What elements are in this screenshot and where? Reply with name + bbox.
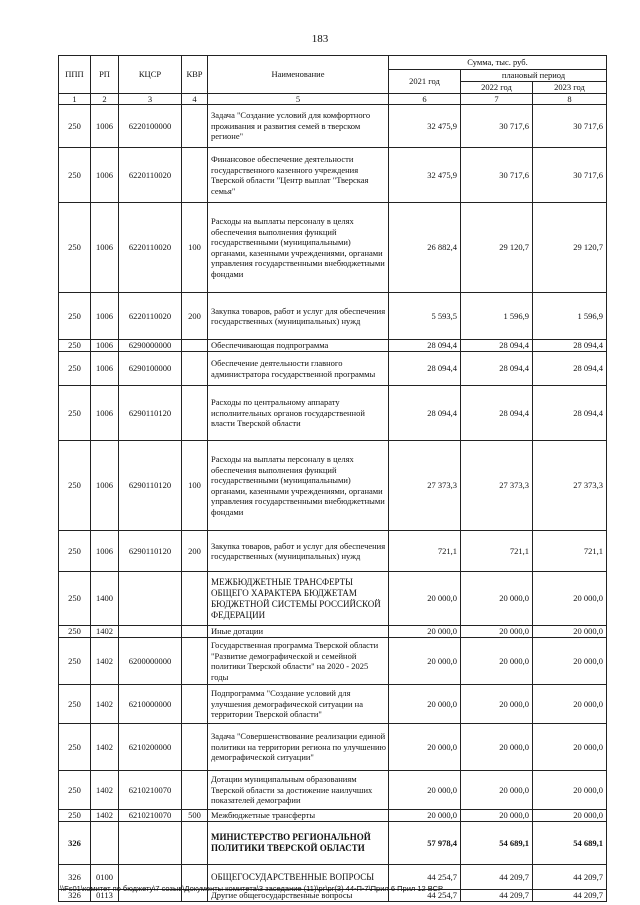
value-2022-cell: 27 373,3 — [461, 441, 533, 531]
value-2022-cell: 30 717,6 — [461, 105, 533, 148]
value-2023-cell: 30 717,6 — [533, 105, 607, 148]
table-row — [59, 531, 607, 572]
value-2022-cell: 1 596,9 — [461, 293, 533, 340]
ppp-cell: 250 — [59, 685, 91, 724]
column-index-cell: 8 — [533, 93, 607, 105]
kcsr-cell: 6210000000 — [119, 685, 182, 724]
table-row — [59, 105, 607, 148]
table-row — [59, 638, 607, 685]
name-cell: Межбюджетные трансферты — [208, 810, 389, 822]
column-index-cell: 1 — [59, 93, 91, 105]
value-2021-cell: 20 000,0 — [389, 626, 461, 638]
rp-cell — [91, 822, 119, 865]
file-path-footer: \\Fs01\комитет по бюджету\7 созыв\Документы комитета\3 заседание (11)\рг\рг(3) 44-П-7\Прил 6 Прил 12 ВСР — [60, 884, 443, 893]
value-2022-cell: 721,1 — [461, 531, 533, 572]
kcsr-cell: 6210200000 — [119, 724, 182, 771]
value-2023-cell: 20 000,0 — [533, 771, 607, 810]
kcsr-cell: 6290110120 — [119, 441, 182, 531]
value-2023-cell: 30 717,6 — [533, 148, 607, 203]
table-row — [59, 771, 607, 810]
kcsr-cell: 6290110120 — [119, 531, 182, 572]
year-2023-header: 2023 год — [533, 82, 607, 94]
kvr-cell — [182, 340, 208, 352]
value-2021-cell: 20 000,0 — [389, 572, 461, 626]
ppp-cell: 250 — [59, 810, 91, 822]
table-row — [59, 626, 607, 638]
name-cell: Дотации муниципальным образованиям Тверской области за достижение наилучших показателей демографии — [208, 771, 389, 810]
rp-cell: 1402 — [91, 685, 119, 724]
table-row — [59, 148, 607, 203]
rp-cell: 1006 — [91, 340, 119, 352]
value-2022-cell: 44 209,7 — [461, 865, 533, 890]
value-2021-cell: 20 000,0 — [389, 771, 461, 810]
value-2021-cell: 28 094,4 — [389, 386, 461, 441]
ppp-cell: 250 — [59, 105, 91, 148]
kvr-cell — [182, 626, 208, 638]
value-2021-cell: 20 000,0 — [389, 810, 461, 822]
value-2021-cell: 5 593,5 — [389, 293, 461, 340]
name-cell: Задача "Совершенствование реализации единой политики на территории региона по улучшению демографической ситуации" — [208, 724, 389, 771]
column-index-cell: 5 — [208, 93, 389, 105]
value-2021-cell: 32 475,9 — [389, 105, 461, 148]
value-2021-cell: 721,1 — [389, 531, 461, 572]
value-2021-cell: 44 254,7 — [389, 890, 461, 902]
column-index-cell: 4 — [182, 93, 208, 105]
table-row — [59, 572, 607, 626]
value-2022-cell: 29 120,7 — [461, 203, 533, 293]
value-2021-cell: 20 000,0 — [389, 638, 461, 685]
ppp-cell: 250 — [59, 148, 91, 203]
col-rp-header: РП — [91, 56, 119, 94]
ppp-cell: 250 — [59, 531, 91, 572]
ppp-cell: 250 — [59, 203, 91, 293]
ppp-cell: 250 — [59, 386, 91, 441]
ppp-cell: 326 — [59, 890, 91, 902]
value-2023-cell: 20 000,0 — [533, 638, 607, 685]
value-2022-cell: 20 000,0 — [461, 771, 533, 810]
ppp-cell: 250 — [59, 572, 91, 626]
ppp-cell: 326 — [59, 822, 91, 865]
col-ppp-header: ППП — [59, 56, 91, 94]
kcsr-cell — [119, 822, 182, 865]
budget-table — [58, 55, 607, 902]
value-2021-cell: 27 373,3 — [389, 441, 461, 531]
name-cell: Обеспечение деятельности главного администратора государственной программы — [208, 352, 389, 386]
kvr-cell: 200 — [182, 531, 208, 572]
table-row — [59, 340, 607, 352]
value-2023-cell: 721,1 — [533, 531, 607, 572]
rp-cell: 1402 — [91, 810, 119, 822]
kcsr-cell: 6290100000 — [119, 352, 182, 386]
value-2021-cell: 26 882,4 — [389, 203, 461, 293]
kvr-cell — [182, 724, 208, 771]
name-cell: Финансовое обеспечение деятельности государственного казенного учреждения Тверской области "Центр выплат "Тверская семья" — [208, 148, 389, 203]
kcsr-cell: 6220110020 — [119, 293, 182, 340]
kcsr-cell: 6200000000 — [119, 638, 182, 685]
rp-cell: 1402 — [91, 724, 119, 771]
column-index-cell: 7 — [461, 93, 533, 105]
value-2021-cell: 28 094,4 — [389, 340, 461, 352]
value-2021-cell: 32 475,9 — [389, 148, 461, 203]
value-2022-cell: 20 000,0 — [461, 572, 533, 626]
rp-cell: 1402 — [91, 771, 119, 810]
kvr-cell — [182, 105, 208, 148]
name-cell: Обеспечивающая подпрограмма — [208, 340, 389, 352]
ppp-cell: 250 — [59, 441, 91, 531]
ppp-cell: 326 — [59, 865, 91, 890]
ppp-cell: 250 — [59, 352, 91, 386]
rp-cell: 1006 — [91, 352, 119, 386]
kcsr-cell: 6210210070 — [119, 771, 182, 810]
kcsr-cell: 6290000000 — [119, 340, 182, 352]
value-2023-cell: 20 000,0 — [533, 810, 607, 822]
kvr-cell: 500 — [182, 810, 208, 822]
table-row — [59, 441, 607, 531]
rp-cell: 1402 — [91, 638, 119, 685]
value-2023-cell: 28 094,4 — [533, 340, 607, 352]
value-2022-cell: 28 094,4 — [461, 386, 533, 441]
value-2022-cell: 20 000,0 — [461, 724, 533, 771]
name-cell: Расходы на выплаты персоналу в целях обеспечения выполнения функций государственными (муниципальными) органами, казенными учреждениями, органами управления государственными внебюджетными фондами — [208, 203, 389, 293]
rp-cell: 1006 — [91, 203, 119, 293]
value-2022-cell: 54 689,1 — [461, 822, 533, 865]
value-2021-cell: 28 094,4 — [389, 352, 461, 386]
table-row — [59, 822, 607, 865]
column-index-cell: 2 — [91, 93, 119, 105]
name-cell: МИНИСТЕРСТВО РЕГИОНАЛЬНОЙ ПОЛИТИКИ ТВЕРСКОЙ ОБЛАСТИ — [208, 822, 389, 865]
value-2023-cell: 44 209,7 — [533, 865, 607, 890]
col-kcsr-header: КЦСР — [119, 56, 182, 94]
name-cell: МЕЖБЮДЖЕТНЫЕ ТРАНСФЕРТЫ ОБЩЕГО ХАРАКТЕРА БЮДЖЕТАМ БЮДЖЕТНОЙ СИСТЕМЫ РОССИЙСКОЙ ФЕДЕРАЦИИ — [208, 572, 389, 626]
value-2023-cell: 28 094,4 — [533, 386, 607, 441]
name-cell: Иные дотации — [208, 626, 389, 638]
ppp-cell: 250 — [59, 724, 91, 771]
table-row — [59, 386, 607, 441]
value-2022-cell: 20 000,0 — [461, 685, 533, 724]
column-index-cell: 6 — [389, 93, 461, 105]
value-2022-cell: 20 000,0 — [461, 638, 533, 685]
value-2022-cell: 30 717,6 — [461, 148, 533, 203]
value-2022-cell: 28 094,4 — [461, 352, 533, 386]
table-row — [59, 293, 607, 340]
rp-cell: 1006 — [91, 293, 119, 340]
value-2022-cell: 20 000,0 — [461, 810, 533, 822]
rp-cell: 1402 — [91, 626, 119, 638]
value-2022-cell: 20 000,0 — [461, 626, 533, 638]
name-cell: Расходы на выплаты персоналу в целях обеспечения выполнения функций государственными (муниципальными) органами, казенными учреждениями, органами управления государственными внебюджетными фондами — [208, 441, 389, 531]
kcsr-cell — [119, 626, 182, 638]
rp-cell: 1400 — [91, 572, 119, 626]
page-number: 183 — [311, 33, 329, 45]
value-2023-cell: 1 596,9 — [533, 293, 607, 340]
name-cell: Закупка товаров, работ и услуг для обеспечения государственных (муниципальных) нужд — [208, 531, 389, 572]
kvr-cell: 100 — [182, 441, 208, 531]
name-cell: Расходы по центральному аппарату исполнительных органов государственной власти Тверской области — [208, 386, 389, 441]
kcsr-cell: 6210210070 — [119, 810, 182, 822]
planned-period-header: плановый период — [461, 70, 607, 82]
value-2023-cell: 29 120,7 — [533, 203, 607, 293]
rp-cell: 0113 — [91, 890, 119, 902]
value-2021-cell: 44 254,7 — [389, 865, 461, 890]
value-2021-cell: 20 000,0 — [389, 685, 461, 724]
name-cell: Государственная программа Тверской области "Развитие демографической и семейной политики Тверской области" на 2020 - 2025 годы — [208, 638, 389, 685]
kcsr-cell: 6290110120 — [119, 386, 182, 441]
rp-cell: 1006 — [91, 148, 119, 203]
rp-cell: 1006 — [91, 386, 119, 441]
kvr-cell — [182, 822, 208, 865]
table-row — [59, 685, 607, 724]
rp-cell: 1006 — [91, 105, 119, 148]
value-2023-cell: 20 000,0 — [533, 626, 607, 638]
kvr-cell — [182, 771, 208, 810]
year-2021-header: 2021 год — [389, 70, 461, 94]
year-2022-header: 2022 год — [461, 82, 533, 94]
table-row — [59, 352, 607, 386]
table-row — [59, 810, 607, 822]
value-2023-cell: 20 000,0 — [533, 685, 607, 724]
value-2021-cell: 20 000,0 — [389, 724, 461, 771]
kvr-cell: 100 — [182, 203, 208, 293]
sum-header: Сумма, тыс. руб. — [389, 56, 607, 70]
kvr-cell — [182, 386, 208, 441]
value-2023-cell: 27 373,3 — [533, 441, 607, 531]
value-2023-cell: 20 000,0 — [533, 724, 607, 771]
name-cell: Закупка товаров, работ и услуг для обеспечения государственных (муниципальных) нужд — [208, 293, 389, 340]
value-2022-cell: 28 094,4 — [461, 340, 533, 352]
table-row — [59, 724, 607, 771]
name-cell: Задача "Создание условий для комфортного проживания и развития семей в тверском регионе" — [208, 105, 389, 148]
value-2023-cell: 54 689,1 — [533, 822, 607, 865]
ppp-cell: 250 — [59, 626, 91, 638]
kvr-cell — [182, 352, 208, 386]
kcsr-cell: 6220110020 — [119, 203, 182, 293]
value-2021-cell: 57 978,4 — [389, 822, 461, 865]
ppp-cell: 250 — [59, 293, 91, 340]
ppp-cell: 250 — [59, 340, 91, 352]
kcsr-cell — [119, 572, 182, 626]
kcsr-cell: 6220100000 — [119, 105, 182, 148]
rp-cell: 0100 — [91, 865, 119, 890]
kvr-cell — [182, 572, 208, 626]
kvr-cell: 200 — [182, 293, 208, 340]
value-2022-cell: 44 209,7 — [461, 890, 533, 902]
ppp-cell: 250 — [59, 638, 91, 685]
value-2023-cell: 28 094,4 — [533, 352, 607, 386]
col-kvr-header: КВР — [182, 56, 208, 94]
kvr-cell — [182, 148, 208, 203]
name-cell: Подпрограмма "Создание условий для улучшения демографической ситуации на территории Тверской области" — [208, 685, 389, 724]
name-cell: ОБЩЕГОСУДАРСТВЕННЫЕ ВОПРОСЫ — [208, 865, 389, 890]
col-name-header: Наименование — [208, 56, 389, 94]
kvr-cell — [182, 685, 208, 724]
ppp-cell: 250 — [59, 771, 91, 810]
value-2023-cell: 44 209,7 — [533, 890, 607, 902]
column-index-cell: 3 — [119, 93, 182, 105]
kcsr-cell: 6220110020 — [119, 148, 182, 203]
table-row — [59, 203, 607, 293]
kvr-cell — [182, 638, 208, 685]
value-2023-cell: 20 000,0 — [533, 572, 607, 626]
name-cell: Другие общегосударственные вопросы — [208, 890, 389, 902]
rp-cell: 1006 — [91, 441, 119, 531]
rp-cell: 1006 — [91, 531, 119, 572]
